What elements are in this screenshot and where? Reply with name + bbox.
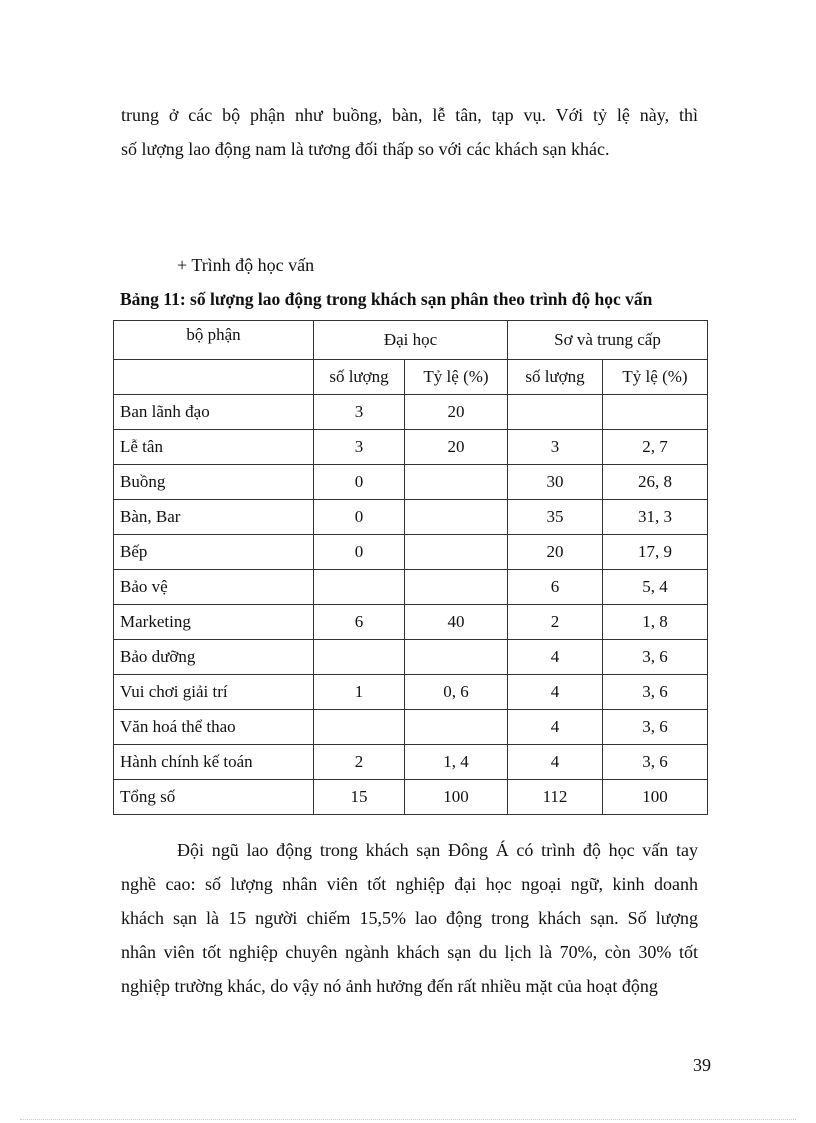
table-row bbox=[114, 780, 708, 815]
value-cell: 3 bbox=[314, 395, 405, 430]
value-cell: 0 bbox=[314, 500, 405, 535]
value-cell: 3, 6 bbox=[603, 675, 708, 710]
header-university: Đại học bbox=[314, 321, 508, 360]
value-cell: 0 bbox=[314, 535, 405, 570]
value-cell: 31, 3 bbox=[603, 500, 708, 535]
department-cell: Bàn, Bar bbox=[114, 500, 314, 535]
footer-divider bbox=[20, 1119, 796, 1120]
department-cell: Hành chính kế toán bbox=[114, 745, 314, 780]
value-cell bbox=[405, 570, 508, 605]
paragraph-line: nghiệp trường khác, do vậy nó ảnh hưởng đến rất nhiều mặt của hoạt động bbox=[121, 976, 658, 996]
value-cell: 1, 4 bbox=[405, 745, 508, 780]
table-header-row bbox=[114, 321, 708, 360]
table-row bbox=[114, 465, 708, 500]
value-cell: 3 bbox=[314, 430, 405, 465]
value-cell: 0 bbox=[314, 465, 405, 500]
value-cell bbox=[405, 640, 508, 675]
value-cell: 4 bbox=[508, 675, 603, 710]
table-row bbox=[114, 745, 708, 780]
value-cell: 5, 4 bbox=[603, 570, 708, 605]
paragraph-line: nghề cao: số lượng nhân viên tốt nghiệp đại học ngoại ngữ, kinh doanh bbox=[121, 874, 698, 894]
header-blank bbox=[114, 360, 314, 395]
header-count: số lượng bbox=[314, 360, 405, 395]
table-row bbox=[114, 710, 708, 745]
paragraph-line: số lượng lao động nam là tương đối thấp so với các khách sạn khác. bbox=[121, 139, 610, 159]
table-row bbox=[114, 640, 708, 675]
value-cell: 1, 8 bbox=[603, 605, 708, 640]
value-cell: 100 bbox=[603, 780, 708, 815]
paragraph-line: Đội ngũ lao động trong khách sạn Đông Á có trình độ học vấn tay bbox=[177, 840, 698, 860]
value-cell: 3, 6 bbox=[603, 745, 708, 780]
value-cell: 2 bbox=[508, 605, 603, 640]
department-cell: Bếp bbox=[114, 535, 314, 570]
table-row bbox=[114, 395, 708, 430]
value-cell: 40 bbox=[405, 605, 508, 640]
analysis-paragraph bbox=[121, 833, 698, 1003]
paragraph-line: khách sạn là 15 người chiếm 15,5% lao động trong khách sạn. Số lượng bbox=[121, 908, 698, 928]
value-cell: 1 bbox=[314, 675, 405, 710]
paragraph-line: nhân viên tốt nghiệp chuyên ngành khách sạn du lịch là 70%, còn 30% tốt bbox=[121, 942, 698, 962]
department-cell: Marketing bbox=[114, 605, 314, 640]
value-cell: 2 bbox=[314, 745, 405, 780]
value-cell: 3, 6 bbox=[603, 710, 708, 745]
department-cell: Lễ tân bbox=[114, 430, 314, 465]
department-cell: Văn hoá thể thao bbox=[114, 710, 314, 745]
value-cell bbox=[405, 465, 508, 500]
table-row bbox=[114, 570, 708, 605]
paragraph-line: trung ở các bộ phận như buồng, bàn, lễ tân, tạp vụ. Với tỷ lệ này, thì bbox=[121, 105, 698, 125]
header-ratio: Tỷ lệ (%) bbox=[603, 360, 708, 395]
value-cell: 4 bbox=[508, 640, 603, 675]
table-row bbox=[114, 430, 708, 465]
value-cell bbox=[405, 710, 508, 745]
value-cell: 6 bbox=[314, 605, 405, 640]
table-subheader-row bbox=[114, 360, 708, 395]
value-cell: 112 bbox=[508, 780, 603, 815]
value-cell bbox=[405, 535, 508, 570]
value-cell: 35 bbox=[508, 500, 603, 535]
department-cell: Bảo vệ bbox=[114, 570, 314, 605]
department-cell: Vui chơi giải trí bbox=[114, 675, 314, 710]
value-cell: 6 bbox=[508, 570, 603, 605]
value-cell bbox=[314, 570, 405, 605]
table-row bbox=[114, 675, 708, 710]
value-cell: 17, 9 bbox=[603, 535, 708, 570]
value-cell bbox=[508, 395, 603, 430]
value-cell bbox=[405, 500, 508, 535]
table-row bbox=[114, 500, 708, 535]
section-heading: + Trình độ học vấn bbox=[177, 255, 315, 275]
value-cell: 2, 7 bbox=[603, 430, 708, 465]
department-cell: Bảo dưỡng bbox=[114, 640, 314, 675]
value-cell: 4 bbox=[508, 745, 603, 780]
value-cell: 3, 6 bbox=[603, 640, 708, 675]
department-cell: Tổng số bbox=[114, 780, 314, 815]
header-ratio: Tỷ lệ (%) bbox=[405, 360, 508, 395]
table-body bbox=[114, 395, 708, 815]
value-cell: 15 bbox=[314, 780, 405, 815]
value-cell bbox=[603, 395, 708, 430]
table-row bbox=[114, 535, 708, 570]
header-department: bộ phận bbox=[114, 321, 314, 360]
value-cell: 20 bbox=[508, 535, 603, 570]
value-cell: 20 bbox=[405, 395, 508, 430]
value-cell: 26, 8 bbox=[603, 465, 708, 500]
header-vocational: Sơ và trung cấp bbox=[508, 321, 708, 360]
table-caption: Bảng 11: số lượng lao động trong khách sạn phân theo trình độ học vấn bbox=[120, 289, 653, 309]
value-cell: 100 bbox=[405, 780, 508, 815]
value-cell: 0, 6 bbox=[405, 675, 508, 710]
department-cell: Buồng bbox=[114, 465, 314, 500]
education-table bbox=[113, 320, 708, 815]
page-number: 39 bbox=[693, 1055, 711, 1075]
intro-paragraph bbox=[121, 98, 698, 166]
value-cell: 20 bbox=[405, 430, 508, 465]
department-cell: Ban lãnh đạo bbox=[114, 395, 314, 430]
header-count: số lượng bbox=[508, 360, 603, 395]
value-cell: 30 bbox=[508, 465, 603, 500]
table-row bbox=[114, 605, 708, 640]
value-cell bbox=[314, 640, 405, 675]
value-cell: 4 bbox=[508, 710, 603, 745]
value-cell bbox=[314, 710, 405, 745]
value-cell: 3 bbox=[508, 430, 603, 465]
